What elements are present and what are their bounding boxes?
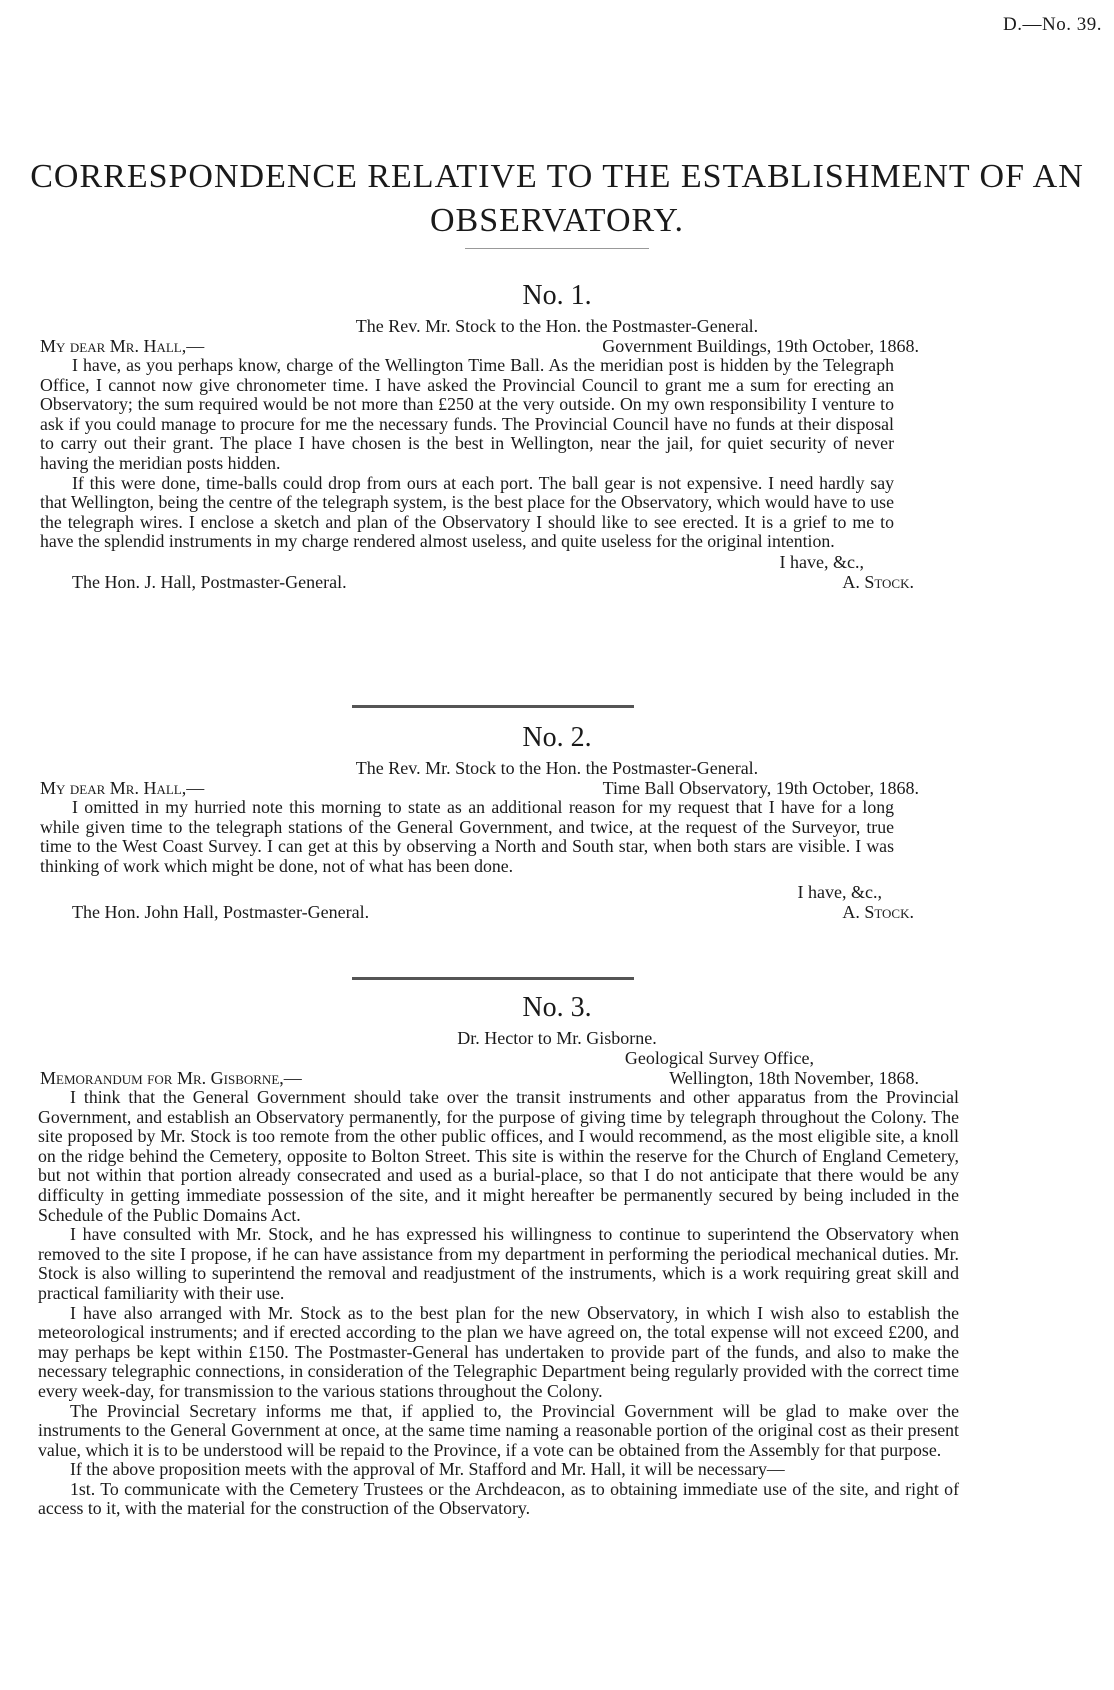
paragraph: I have also arranged with Mr. Stock as to the best plan for the new Observatory, in which I wish also to establish the meteorological instruments; and if erected according to the plan we have agreed on, the total expense will not exceed £200, and may perhaps be kept within £150. The Postmaster-General has undertaken to provide part of the funds, and also to make the necessary telegraphic connections, in consideration of the Telegraphic Department being regularly provided with the correct time every week-day, for transmission to the various stations throughout the Colony. [38, 1302, 959, 1401]
paragraph: I omitted in my hurried note this morning to state as an additional reason for my request that I have for a long while given time to the telegraph stations of the General Government, and twice, at the request of the Surveyor, true time to the West Coast Survey. I can get at this by observing a North and South star, when both stars are visible. I was thinking of work which might be done, not of what has been done. [40, 797, 894, 876]
divider [352, 977, 634, 980]
salutation: My dear Mr. Hall,— [40, 336, 205, 356]
letter-heading: The Rev. Mr. Stock to the Hon. the Postmaster-General. [355, 758, 759, 778]
letter-no-3 [0, 992, 1114, 1519]
closing: I have, &c., [779, 551, 864, 572]
closing-row [0, 882, 1114, 902]
letter-number: No. 2. [522, 722, 592, 753]
addressee: The Hon. J. Hall, Postmaster-General. [72, 571, 347, 592]
place-date: Time Ball Observatory, 19th October, 1868. [602, 778, 919, 798]
divider [465, 248, 649, 249]
paragraph: I have, as you perhaps know, charge of the Wellington Time Ball. As the meridian post is hidden by the Telegraph Office, I cannot now give chronometer time. I have asked the Provincial Council to grant me a sum for erecting an Observatory; the sum required would be not more than £250 at the very outside. On my own responsibility I venture to ask if you could manage to procure for me the necessary funds. The Provincial Council have no funds at their disposal to carry out their grant. The place I have chosen is the best in Wellington, near the jail, for quiet security of never having the meridian posts hidden. [40, 355, 894, 473]
addressee-row [0, 572, 1114, 592]
title-line-2: OBSERVATORY. [429, 202, 684, 239]
paragraph: The Provincial Secretary informs me that, if applied to, the Provincial Government will be glad to make over the instruments to the General Government at once, at the same time naming a reasonable portion of the original cost as their present value, which it is to be understood will be repaid to the Province, if a vote can be obtained from the Assembly for that purpose. [38, 1400, 959, 1460]
office: Geological Survey Office, [624, 1048, 814, 1068]
paragraph: If this were done, time-balls could drop from ours at each port. The ball gear is not expensive. I need hardly say that Wellington, being the centre of the telegraph system, is the best place for the Observatory, which would have to use the telegraph wires. I enclose a sketch and plan of the Observatory I should like to see erected. It is a grief to me to have the splendid instruments in my charge rendered almost useless, and quite useless for the original intention. [40, 472, 894, 552]
place-date: Government Buildings, 19th October, 1868. [602, 336, 919, 356]
salutation: My dear Mr. Hall,— [40, 778, 205, 798]
closing-row [0, 552, 1114, 572]
document-title [20, 155, 1094, 243]
letter-number: No. 3. [522, 992, 592, 1023]
paragraph: I have consulted with Mr. Stock, and he has expressed his willingness to continue to superintend the Observatory when removed to the site I propose, if he can have assistance from my department in performing the periodical mechanical duties. Mr. Stock is also willing to superintend the removal and readjustment of the instruments, which is a work requiring great skill and practical familiarity with their use. [38, 1224, 959, 1303]
addressee-row [0, 902, 1114, 922]
letter-no-1 [0, 280, 1114, 592]
signature: A. Stock. [842, 571, 914, 592]
signature: A. Stock. [842, 902, 914, 923]
closing: I have, &c., [797, 882, 882, 903]
letter-heading: Dr. Hector to Mr. Gisborne. [457, 1028, 657, 1048]
letter-no-2 [0, 722, 1114, 922]
letter-heading: The Rev. Mr. Stock to the Hon. the Postmaster-General. [355, 316, 759, 336]
letter-number: No. 1. [522, 280, 592, 311]
salutation-row [0, 1068, 1114, 1088]
paragraph: If the above proposition meets with the approval of Mr. Stafford and Mr. Hall, it will be necessary— [70, 1459, 785, 1480]
office-row [0, 1048, 1114, 1068]
page-reference: D.—No. 39. [1003, 14, 1102, 35]
title-line-1: CORRESPONDENCE RELATIVE TO THE ESTABLISHMENT OF AN [30, 158, 1084, 195]
addressee: The Hon. John Hall, Postmaster-General. [72, 902, 370, 923]
paragraph: I think that the General Government should take over the transit instruments and other apparatus from the Provincial Government, and establish an Observatory permanently, for the purpose of giving time by telegraph throughout the Colony. The site proposed by Mr. Stock is too remote from the other public offices, and I would recommend, as the most eligible site, a knoll on the ridge behind the Cemetery, opposite to Bolton Street. This site is within the reserve for the Church of England Cemetery, but not within that portion already consecrated and used as a burial-place, so that I do not anticipate that there would be any difficulty in getting immediate possession of the site, and it might hereafter be permanently secured by being included in the Schedule of the Public Domains Act. [38, 1087, 959, 1225]
salutation-row [0, 336, 1114, 356]
place-date: Wellington, 18th November, 1868. [669, 1068, 919, 1088]
salutation-row [0, 778, 1114, 798]
divider [352, 705, 634, 708]
salutation: Memorandum for Mr. Gisborne,— [40, 1068, 302, 1088]
paragraph: 1st. To communicate with the Cemetery Trustees or the Archdeacon, as to obtaining immediate use of the site, and right of access to it, with the material for the construction of the Observatory. [38, 1478, 959, 1519]
